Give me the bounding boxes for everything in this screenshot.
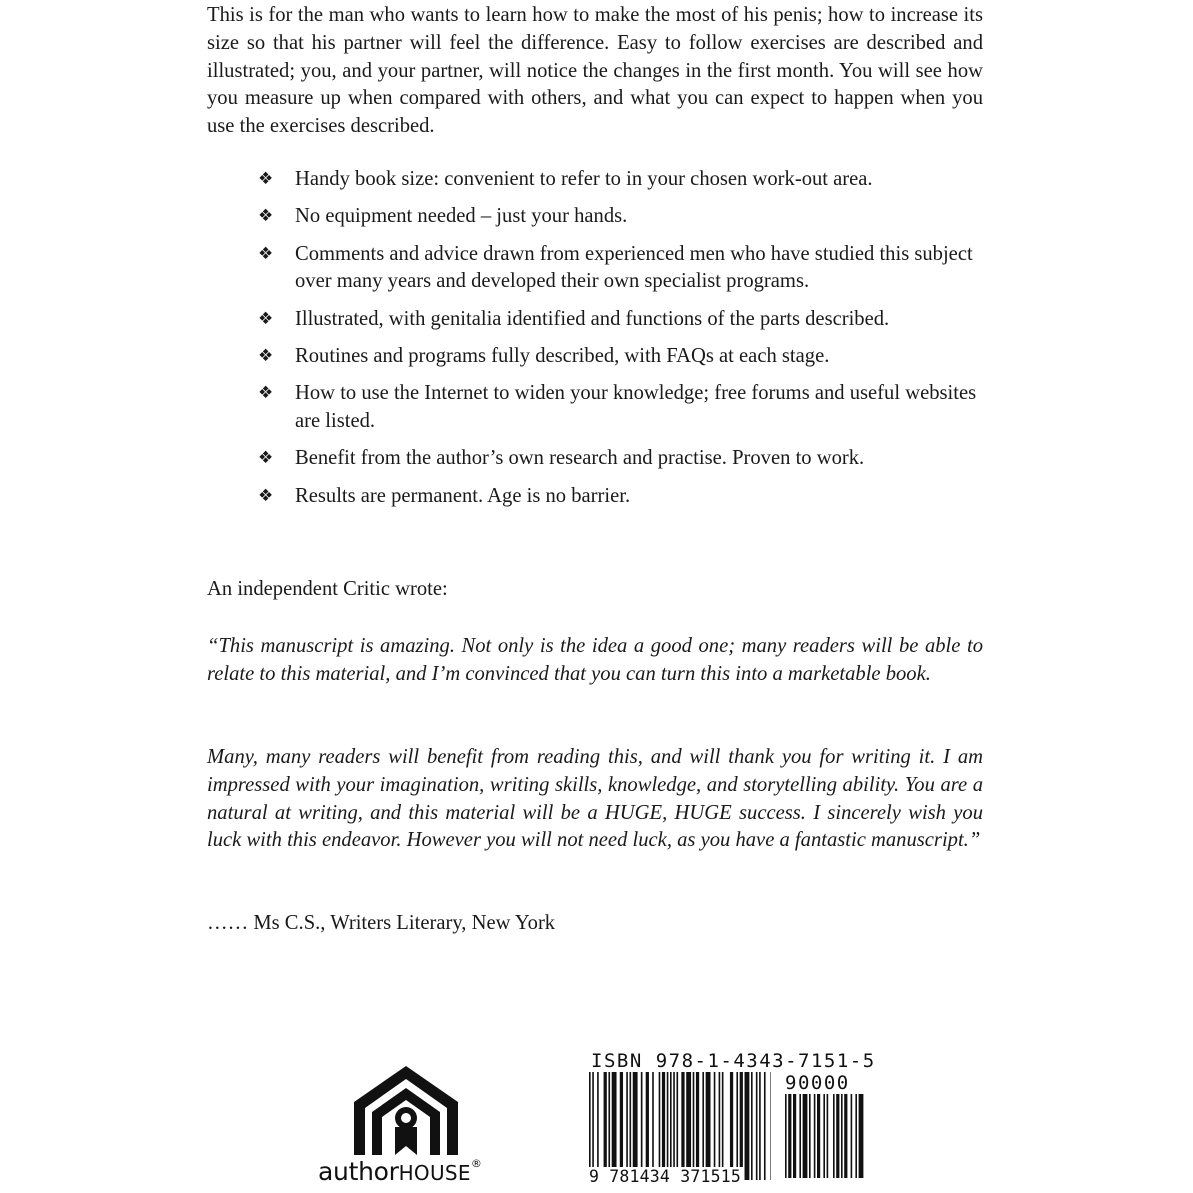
feature-list (258, 166, 988, 520)
list-item-text: No equipment needed – just your hands. (295, 205, 628, 228)
critic-quote-paragraph: “This manuscript is amazing. Not only is the idea a good one; many readers will be able to relate to this material, and I’m convinced that you can turn this into a marketable book. (207, 635, 983, 685)
barcode-icon (589, 1072, 771, 1180)
description-paragraph: This is for the man who wants to learn how to make the most of his penis; how to increase its size so that his partner will feel the difference. Easy to follow exercises are described and illustrated; you, and your partner, will notice the changes in the first month. You will see how you measure up when compared with others, and what you can expect to happen when you use the exercises described. (207, 4, 983, 138)
publisher-logo (318, 1060, 498, 1185)
list-item (258, 166, 988, 194)
diamond-bullet-icon: ❖ (258, 206, 274, 227)
list-item-text: Routines and programs fully described, with FAQs at each stage. (295, 344, 830, 367)
diamond-bullet-icon: ❖ (258, 383, 274, 404)
list-item-text: Results are permanent. Age is no barrier. (295, 484, 631, 507)
list-item-text: Handy book size: convenient to refer to in your chosen work-out area. (295, 168, 873, 190)
publisher-name: authorHOUSE® (318, 1157, 482, 1186)
ean-digits: 9 781434 371515 (589, 1167, 742, 1186)
diamond-bullet-icon: ❖ (258, 308, 274, 329)
isbn-label: ISBN 978-1-4343-7151-5 (591, 1050, 876, 1072)
barcode-addon-icon (785, 1094, 873, 1178)
list-item (258, 445, 988, 473)
critic-quote-paragraph: Many, many readers will benefit from reading this, and will thank you for writing it. I am impressed with your imagination, writing skills, knowledge, and storytelling ability. You are a natural at writing, and this material will be a HUGE, HUGE success. I sincerely wish you luck with this endeavor. However you will not need luck, as you have a fantastic manuscript.” (207, 746, 983, 852)
list-item-text: Illustrated, with genitalia identified and functions of the parts described. (295, 307, 890, 330)
diamond-bullet-icon: ❖ (258, 485, 274, 506)
list-item (258, 241, 988, 297)
diamond-bullet-icon: ❖ (258, 345, 274, 366)
authorhouse-logo-icon (346, 1060, 466, 1155)
list-item (258, 306, 988, 334)
critic-intro: An independent Critic wrote: (207, 578, 448, 600)
diamond-bullet-icon: ❖ (258, 169, 274, 189)
list-item-text: How to use the Internet to widen your knowledge; free forums and useful websites are listed. (295, 382, 977, 433)
list-item (258, 483, 988, 511)
list-item (258, 343, 988, 371)
diamond-bullet-icon: ❖ (258, 448, 274, 469)
isbn-barcode (589, 1050, 879, 1190)
price-code: 90000 (785, 1072, 850, 1094)
list-item-text: Comments and advice drawn from experienced men who have studied this subject over many years and developed their own specialist programs. (295, 242, 973, 293)
list-item (258, 203, 988, 231)
quote-attribution: …… Ms C.S., Writers Literary, New York (207, 912, 556, 934)
list-item-text: Benefit from the author’s own research and practise. Proven to work. (295, 447, 865, 470)
diamond-bullet-icon: ❖ (258, 243, 274, 264)
list-item (258, 380, 988, 436)
